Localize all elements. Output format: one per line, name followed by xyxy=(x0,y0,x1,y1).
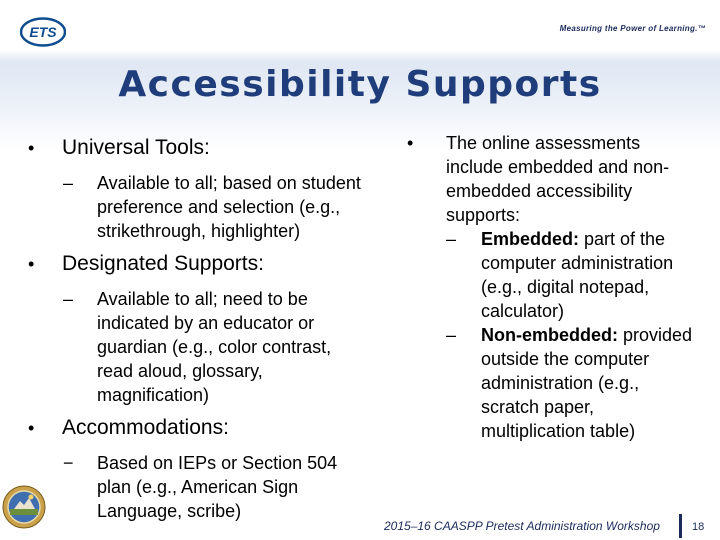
bullet-marker: • xyxy=(407,133,414,153)
slide-title: Accessibility Supports xyxy=(118,64,602,105)
left-column xyxy=(24,135,369,531)
sub-bullet-text: Available to all; based on student preference and selection (e.g., strikethrough, highlighter) xyxy=(97,173,361,241)
sub-bullet-text: Based on IEPs or Section 504 plan (e.g., American Sign Language, scribe) xyxy=(97,453,338,521)
footer-text: 2015–16 CAASPP Pretest Administration Workshop xyxy=(384,519,660,533)
bullet-marker: • xyxy=(28,418,35,438)
right-column xyxy=(400,131,700,443)
bullet-marker: • xyxy=(28,254,35,274)
sub-bullet xyxy=(24,287,369,407)
tagline: Measuring the Power of Learning.™ xyxy=(559,24,706,33)
sub-bullet-term: Non-embedded: xyxy=(481,325,618,345)
sub-bullet-marker: − xyxy=(63,453,74,473)
sub-bullet-text: Available to all; need to be indicated by an educator or guardian (e.g., color contrast, read aloud, glossary, magnification) xyxy=(97,289,332,405)
sub-bullet-text: provided outside the computer administration (e.g., scratch paper, multiplication table) xyxy=(481,325,693,441)
sub-bullet xyxy=(24,171,369,243)
state-seal-image xyxy=(2,485,46,529)
sub-bullet-non-embedded xyxy=(400,323,700,443)
bullet-label: Accommodations: xyxy=(62,416,229,439)
bullet-online-assessments xyxy=(400,131,700,227)
footer-divider xyxy=(679,514,682,538)
sub-bullet-marker: – xyxy=(446,229,457,249)
bullet-universal-tools xyxy=(24,135,369,161)
bullet-label: Universal Tools: xyxy=(62,136,210,159)
sub-bullet-text: part of the computer administration (e.g., digital notepad, calculator) xyxy=(481,229,674,321)
sub-bullet-marker: – xyxy=(63,173,74,193)
sub-bullet-term: Embedded: xyxy=(481,229,580,249)
bullet-designated-supports xyxy=(24,251,369,277)
sub-bullet-marker: – xyxy=(63,289,74,309)
sub-bullet-marker: – xyxy=(446,325,457,345)
ets-logo xyxy=(20,17,66,47)
logo-text: ETS xyxy=(29,24,57,40)
bullet-text: The online assessments include embedded and non-embedded accessibility supports: xyxy=(446,133,670,225)
sub-bullet-embedded xyxy=(400,227,700,323)
sub-bullet xyxy=(24,451,369,523)
page-number: 18 xyxy=(692,521,705,533)
bullet-marker: • xyxy=(28,138,35,158)
bullet-accommodations xyxy=(24,415,369,441)
bullet-label: Designated Supports: xyxy=(62,252,264,275)
